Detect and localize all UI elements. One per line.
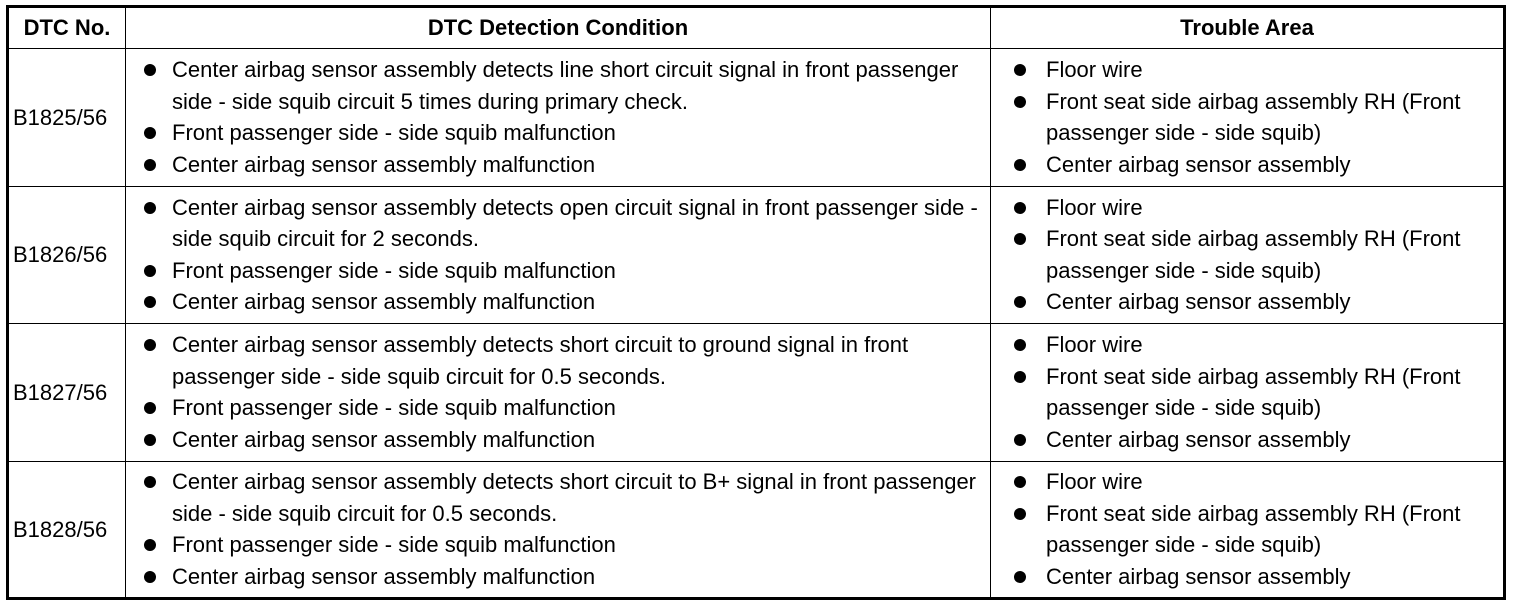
list-item: Center airbag sensor assembly — [991, 149, 1503, 181]
dtc-code: B1825/56 — [8, 49, 126, 187]
dtc-table — [6, 5, 1506, 600]
list-item: Center airbag sensor assembly malfunction — [126, 561, 990, 593]
list-item: Floor wire — [991, 466, 1503, 498]
list-item: Center airbag sensor assembly detects short circuit to B+ signal in front passenger side - side squib circuit for 0.5 seconds. — [126, 466, 990, 529]
table-row — [8, 324, 1505, 462]
condition-cell — [126, 461, 991, 599]
list-item: Front passenger side - side squib malfunction — [126, 529, 990, 561]
dtc-code: B1826/56 — [8, 186, 126, 324]
list-item: Center airbag sensor assembly — [991, 561, 1503, 593]
dtc-code: B1827/56 — [8, 324, 126, 462]
list-item: Center airbag sensor assembly malfunction — [126, 424, 990, 456]
trouble-area-cell — [991, 49, 1505, 187]
condition-list — [126, 466, 990, 592]
list-item: Floor wire — [991, 329, 1503, 361]
dtc-code: B1828/56 — [8, 461, 126, 599]
list-item: Front seat side airbag assembly RH (Front passenger side - side squib) — [991, 498, 1503, 561]
list-item: Front passenger side - side squib malfunction — [126, 117, 990, 149]
condition-cell — [126, 49, 991, 187]
list-item: Front seat side airbag assembly RH (Front passenger side - side squib) — [991, 361, 1503, 424]
area-list — [991, 329, 1503, 455]
condition-cell — [126, 324, 991, 462]
list-item: Floor wire — [991, 54, 1503, 86]
header-condition: DTC Detection Condition — [126, 7, 991, 49]
list-item: Center airbag sensor assembly detects open circuit signal in front passenger side - side squib circuit for 2 seconds. — [126, 192, 990, 255]
list-item: Center airbag sensor assembly — [991, 424, 1503, 456]
condition-list — [126, 329, 990, 455]
list-item: Center airbag sensor assembly malfunction — [126, 286, 990, 318]
header-row — [8, 7, 1505, 49]
table-row — [8, 186, 1505, 324]
condition-list — [126, 54, 990, 180]
table-row — [8, 49, 1505, 187]
list-item: Center airbag sensor assembly detects short circuit to ground signal in front passenger side - side squib circuit for 0.5 seconds. — [126, 329, 990, 392]
list-item: Front seat side airbag assembly RH (Front passenger side - side squib) — [991, 223, 1503, 286]
area-list — [991, 192, 1503, 318]
condition-cell — [126, 186, 991, 324]
area-list — [991, 466, 1503, 592]
trouble-area-cell — [991, 461, 1505, 599]
list-item: Front passenger side - side squib malfunction — [126, 392, 990, 424]
header-trouble-area: Trouble Area — [991, 7, 1505, 49]
list-item: Center airbag sensor assembly detects line short circuit signal in front passenger side - side squib circuit 5 times during primary check. — [126, 54, 990, 117]
list-item: Floor wire — [991, 192, 1503, 224]
condition-list — [126, 192, 990, 318]
list-item: Front passenger side - side squib malfunction — [126, 255, 990, 287]
trouble-area-cell — [991, 324, 1505, 462]
header-dtc-no: DTC No. — [8, 7, 126, 49]
trouble-area-cell — [991, 186, 1505, 324]
list-item: Center airbag sensor assembly malfunction — [126, 149, 990, 181]
table-header — [8, 7, 1505, 49]
area-list — [991, 54, 1503, 180]
table-body — [8, 49, 1505, 599]
list-item: Front seat side airbag assembly RH (Front passenger side - side squib) — [991, 86, 1503, 149]
list-item: Center airbag sensor assembly — [991, 286, 1503, 318]
table-row — [8, 461, 1505, 599]
